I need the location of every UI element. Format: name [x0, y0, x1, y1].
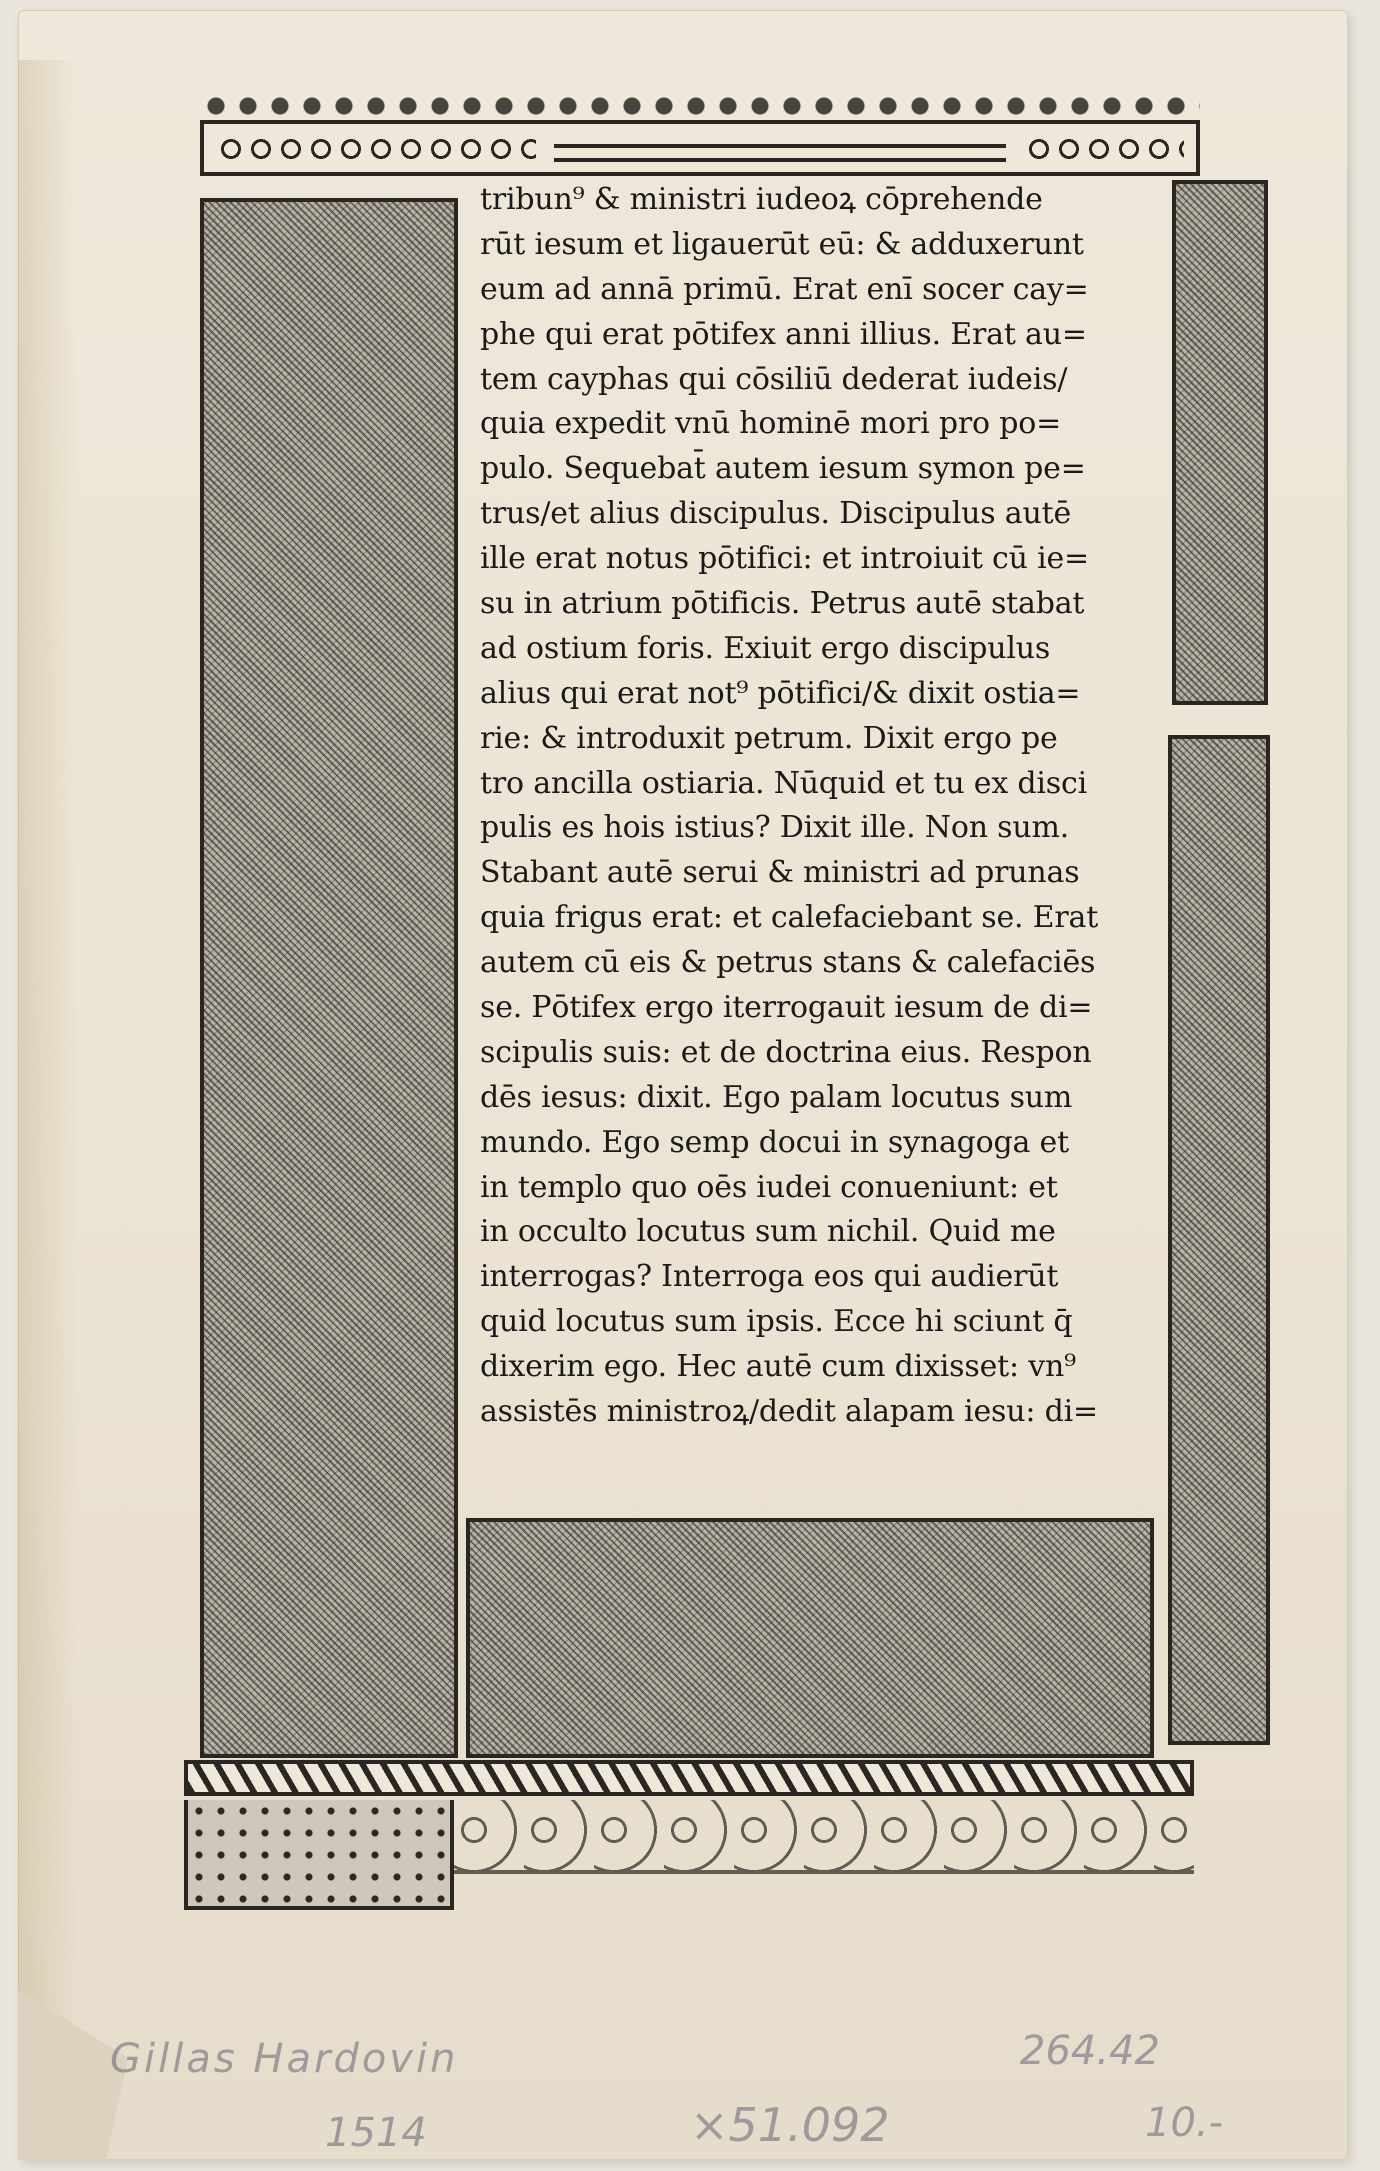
woodcut-woman-and-dragon — [466, 1518, 1154, 1758]
text-line: tem cayphas qui cōsiliū dederat iudeis/ — [480, 361, 1068, 397]
text-line: mundo. Ego semp docui in synagoga et — [480, 1124, 1069, 1160]
text-line: in templo quo oēs iudei conueniunt: et — [480, 1169, 1058, 1205]
loop-ornament-left — [216, 134, 536, 164]
text-line: se. Pōtifex ergo iterrogauit iesum de di= — [480, 990, 1093, 1026]
text-line: rie: & introduxit petrum. Dixit ergo pe — [480, 720, 1058, 756]
text-line: ad ostium foris. Exiuit ergo discipulus — [480, 630, 1051, 666]
text-line: pulo. Sequebat̄ autem iesum symon pe= — [480, 451, 1086, 487]
text-line: assistēs ministroꝝ/dedit alapam iesu: di= — [480, 1394, 1098, 1430]
crest-ornament — [200, 88, 1200, 118]
text-line: alius qui erat not⁹ pōtifici/& dixit ostia= — [480, 675, 1081, 711]
bottom-ornament-border — [184, 1760, 1194, 1920]
text-line: quia frigus erat: et calefaciebant se. Erat — [480, 900, 1099, 936]
text-line: ille erat notus pōtifici: et introiuit cū ie= — [480, 541, 1089, 577]
edge-stain — [18, 60, 78, 2100]
text-line: autem cū eis & petrus stans & calefaciēs — [480, 945, 1096, 981]
latin-text-block — [480, 178, 1160, 1435]
bottom-ornament-bar — [184, 1760, 1194, 1796]
text-line: interrogas? Interroga eos qui audierūt — [480, 1259, 1059, 1295]
scroll-ornament — [454, 1800, 1194, 1874]
text-line: eum ad annā primū. Erat enī socer cay= — [480, 271, 1089, 307]
text-line: dixerim ego. Hec autē cum dixisset: vn⁹ — [480, 1349, 1076, 1385]
handwritten-year: 1514 — [325, 2110, 427, 2156]
text-line: dēs iesus: dixit. Ego palam locutus sum — [480, 1079, 1073, 1115]
woodcut-soldiers-panel — [200, 198, 458, 1758]
text-line: scipulis suis: et de doctrina eius. Respon — [480, 1034, 1092, 1070]
pencil-catalog-number: 264.42 — [1020, 2028, 1160, 2074]
loop-ornament-right — [1024, 134, 1184, 164]
text-line: pulis es hois istius? Dixit ille. Non sum. — [480, 810, 1070, 846]
woodcut-grotesque-border-lower — [1168, 735, 1270, 1745]
text-line: quid locutus sum ipsis. Ecce hi sciunt q̄ — [480, 1304, 1073, 1340]
text-line: Stabant autē serui & ministri ad prunas — [480, 855, 1080, 891]
text-line: tro ancilla ostiaria. Nūquid et tu ex disci — [480, 765, 1087, 801]
top-ornament-border — [200, 88, 1200, 180]
vine-ornament — [554, 144, 1006, 162]
pencil-reference-number: ×51.092 — [690, 2098, 890, 2152]
cherub-faces-ornament — [184, 1800, 454, 1910]
text-line: phe qui erat pōtifex anni illius. Erat au= — [480, 316, 1087, 352]
text-line: quia expedit vnū hominē mori pro po= — [480, 406, 1062, 442]
pencil-price: 10.- — [1145, 2100, 1224, 2146]
ornament-band — [200, 120, 1200, 176]
text-line: in occulto locutus sum nichil. Quid me — [480, 1214, 1056, 1250]
text-line: tribun⁹ & ministri iudeoꝝ cōprehende — [480, 182, 1043, 217]
handwritten-signature: Gillas Hardovin — [110, 2036, 459, 2082]
text-line: rūt iesum et ligauerūt eū: & adduxerunt — [480, 226, 1084, 262]
woodcut-grotesque-border-upper — [1172, 180, 1268, 705]
text-line: trus/et alius discipulus. Discipulus autē — [480, 496, 1072, 532]
text-line: su in atrium pōtificis. Petrus autē stabat — [480, 586, 1085, 622]
